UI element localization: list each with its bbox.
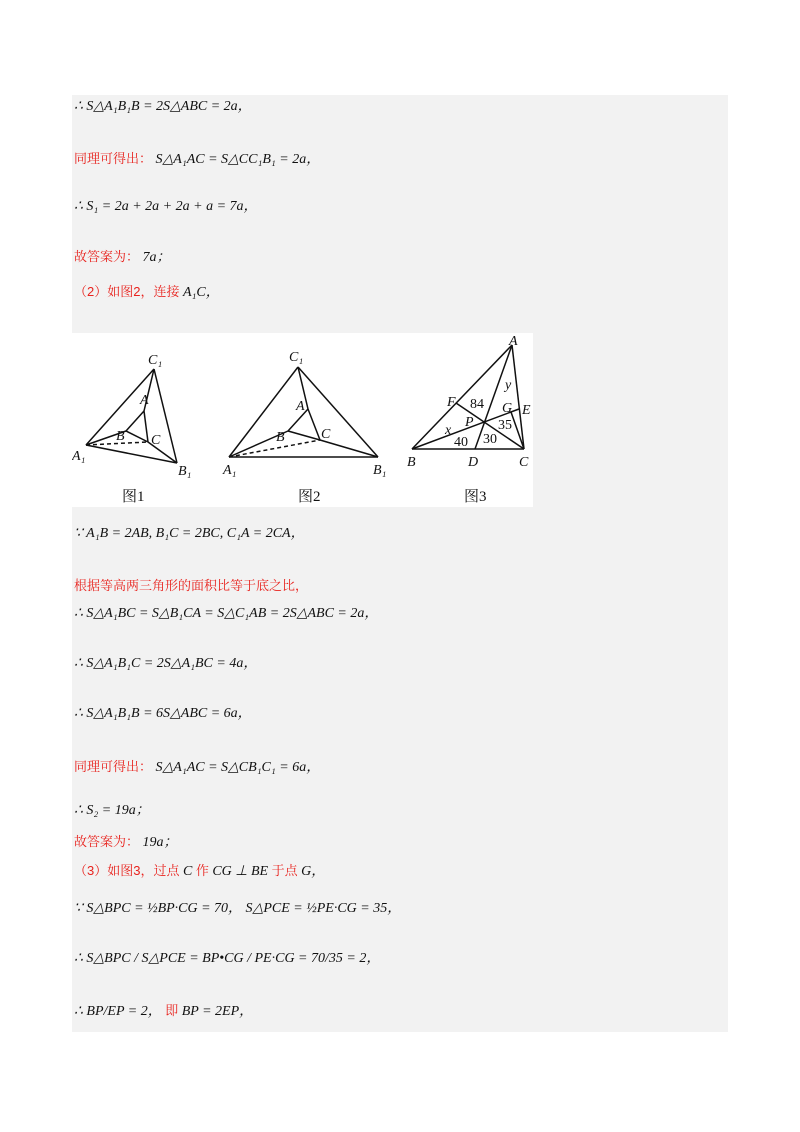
- similarly-math-2: S△A₁AC = S△CB₁C₁ = 6a，: [155, 760, 321, 775]
- fig2-edge-a1c1: [229, 367, 298, 457]
- line-part-3: [74, 862, 325, 881]
- fig1-ab: [126, 411, 144, 431]
- line-answer-1: [74, 248, 171, 267]
- line-given-ratios: ∵ A₁B = 2AB, B₁C = 2BC, C₁A = 2CA，: [74, 526, 305, 541]
- line-area-ratio: ∴ S△BPC / S△PCE = BP•CG / PE·CG = 70/35 = 2，: [74, 951, 381, 966]
- line-s2: ∴ S₂ = 19a；: [74, 803, 150, 818]
- fig3-area-40: 40: [454, 435, 468, 450]
- line-area-ratio-rule: 根据等高两三角形的面积比等于底之比，: [74, 578, 309, 593]
- similarly-label: 同理可得出：: [74, 151, 153, 166]
- fig3-area-84: 84: [470, 397, 484, 412]
- fig3-label-d: D: [468, 455, 479, 470]
- fig3-area-30: 30: [483, 432, 497, 447]
- fig1-label-b: B: [116, 429, 125, 444]
- similarly-math: S△A₁AC = S△CC₁B₁ = 2a，: [155, 152, 321, 167]
- part3-perp: CG ⊥ BE: [212, 864, 269, 879]
- bp-ep-ratio: ∴ BP/EP = 2，: [74, 1004, 162, 1019]
- fig3-label-b: B: [407, 455, 416, 470]
- geometry-figures: [72, 333, 533, 507]
- fig1-label-a: A: [140, 393, 149, 408]
- fig2-c-b1: [320, 440, 378, 457]
- fig2-ac: [308, 409, 320, 440]
- bp-ep-result: BP = 2EP，: [181, 1004, 254, 1019]
- figure-1: [86, 369, 177, 463]
- bp-ep-that-is: 即: [165, 1003, 179, 1018]
- fig3-label-x: x: [445, 423, 452, 438]
- fig1-ac: [144, 411, 148, 442]
- answer-label: 故答案为：: [74, 249, 140, 264]
- part2-label: （2）如图2，连接: [74, 284, 180, 299]
- fig3-edge-ab: [412, 345, 512, 449]
- line-area-a1b1c: ∴ S△A₁B₁C = 2S△A₁BC = 4a，: [74, 656, 258, 671]
- fig3-label-g: G: [502, 401, 513, 416]
- similarly-label-2: 同理可得出：: [74, 759, 153, 774]
- fig1-label-c: C: [151, 433, 161, 448]
- answer-label-2: 故答案为：: [74, 834, 140, 849]
- line-area-a1b1b-6a: ∴ S△A₁B₁B = 6S△ABC = 6a，: [74, 706, 252, 721]
- fig3-label-y: y: [505, 378, 512, 393]
- line-area-a1b1b: ∴ S△A₁B₁B = 2S△ABC = 2a，: [74, 99, 252, 114]
- fig2-label-b1: B₁: [373, 463, 387, 478]
- fig3-label-a: A: [509, 334, 518, 349]
- fig3-label-p: P: [465, 415, 474, 430]
- fig2-label-a1: A₁: [223, 463, 237, 478]
- part3-label: （3）如图3，过点: [74, 863, 180, 878]
- solution-panel: [72, 95, 728, 1032]
- fig2-caption: 图2: [298, 489, 321, 505]
- fig1-label-a1: A₁: [72, 449, 86, 464]
- line-answer-2: [74, 833, 178, 852]
- fig3-label-e: E: [522, 403, 531, 418]
- fig1-label-b1: B₁: [178, 464, 192, 479]
- fig1-caption: 图1: [122, 489, 145, 505]
- fig2-label-a: A: [296, 399, 305, 414]
- part3-foot: G，: [301, 864, 326, 879]
- fig2-bc: [288, 431, 320, 440]
- line-s1-sum: ∴ S₁ = 2a + 2a + 2a + a = 7a，: [74, 199, 258, 214]
- line-part-2: [74, 283, 220, 302]
- part2-math: A₁C，: [182, 285, 220, 300]
- line-similarly-1: [74, 150, 320, 169]
- line-similarly-2: [74, 758, 320, 777]
- fig2-a1c-dashed: [229, 440, 320, 457]
- fig3-label-c: C: [519, 455, 529, 470]
- line-bp-ep: [74, 1002, 253, 1021]
- answer-math: 7a；: [142, 250, 171, 265]
- part3-point: C: [182, 864, 193, 879]
- line-equal-areas: ∴ S△A₁BC = S△B₁CA = S△C₁AB = 2S△ABC = 2a，: [74, 606, 379, 621]
- fig3-area-35: 35: [498, 418, 512, 433]
- fig2-label-c1: C₁: [289, 350, 304, 365]
- fig2-label-c: C: [321, 427, 331, 442]
- fig3-label-f: F: [447, 395, 456, 410]
- fig2-edge-c1b1: [298, 367, 378, 457]
- fig3-caption: 图3: [464, 489, 487, 505]
- figure-3: [412, 345, 524, 449]
- fig2-label-b: B: [276, 430, 285, 445]
- fig1-label-c1: C₁: [148, 353, 163, 368]
- part3-verb: 作: [195, 863, 209, 878]
- fig1-bc: [126, 431, 148, 442]
- answer-math-2: 19a；: [142, 835, 178, 850]
- line-areas-70-35: ∵ S△BPC = ½BP·CG = 70， S△PCE = ½PE·CG = 35，: [74, 901, 402, 916]
- part3-at: 于点: [271, 863, 298, 878]
